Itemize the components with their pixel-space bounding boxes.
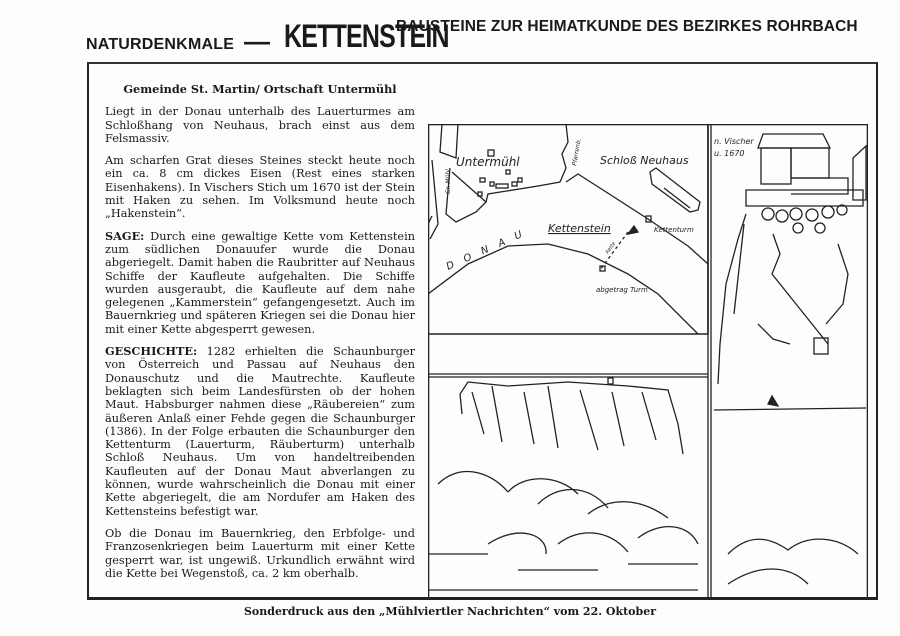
map-label-pfarrer: Pfarrenb. xyxy=(571,137,583,167)
paragraph-sage xyxy=(105,230,415,336)
map-label-kette: Kette xyxy=(604,240,618,256)
illustration xyxy=(428,124,868,600)
engraving-panel xyxy=(708,124,866,600)
kettenstein-scene xyxy=(428,374,858,590)
series-label: NATURDENKMALE xyxy=(86,36,235,53)
engraving-caption-2: u. 1670 xyxy=(714,149,745,158)
paragraph-eisen: Am scharfen Grat dieses Steines steckt heute noch ein ca. 8 cm dickes Eisen (Rest eines starken Eisenhakens). In Vischers Stich um 1670 ist der Stein mit Haken zu sehen. Im Volksmund heute noch „Hakenstein“. xyxy=(105,154,415,221)
sage-text: Durch eine gewaltige Kette vom Kettenstein zum südlichen Donauufer wurde die Donau abgeriegelt. Damit haben die Raubritter auf Neuhaus Schiffe der Kaufleute aufgehalten. Die Schiffe wurden ausgeraubt, die Kaufleute auf dem nahe gelegenen „Kammerstein“ gefangengesetzt. Auch im Bauernkrieg und späteren Kriegen sei die Donau hier mit einer Kette abgesperrt gewesen. xyxy=(105,229,415,336)
page-title: KETTENSTEIN xyxy=(284,18,449,54)
page-header xyxy=(84,12,884,62)
geschichte-label: GESCHICHTE: xyxy=(105,344,198,359)
map-label-schloss-neuhaus: Schloß Neuhaus xyxy=(600,154,689,167)
map-label-gr-muehl: Gr. Mühl xyxy=(445,169,452,194)
map-label-donau: D O N A U xyxy=(444,227,528,273)
map-label-abgetrag-turm: abgetrag Turm xyxy=(596,286,648,294)
map-label-untermuehl: Untermühl xyxy=(456,155,520,169)
engraving-caption-1: n. Vischer xyxy=(714,137,754,146)
map-label-kettenstein: Kettenstein xyxy=(548,222,611,235)
header-subtitle: BAUSTEINE ZUR HEIMATKUNDE DES BEZIRKES ROHRBACH xyxy=(396,18,858,35)
paragraph-geschichte xyxy=(105,345,415,518)
article-text xyxy=(105,83,415,589)
map-label-kettenturm: Kettenturm xyxy=(654,226,694,234)
geschichte-text: 1282 erhielten die Schaunburger von Österreich und Passau auf Neuhaus den Donauschutz und die Mautrechte. Kaufleute beklagten sich beim Landesfürsten ob der hohen Maut. Habsburger nahmen diese „Räubereien“ zum äußeren Anlaß einer Fehde gegen die Schaunburger (1386). In der Folge erbauten die Schaunburger den Kettenturm (Lauerturm, Räuberturm) unterhalb Schloß Neuhaus. Um von handeltreibenden Kaufleuten auf der Donau Maut abverlangen zu können, wurde wahrscheinlich die Donau mit einer Kette abgeriegelt, die am Nordufer am Haken des Kettensteins befestigt war. xyxy=(105,345,415,518)
header-dash: — xyxy=(244,26,270,56)
paragraph-conclusion: Ob die Donau im Bauernkrieg, den Erbfolge- und Franzosenkriegen beim Lauerturm mit einer Kette gesperrt war, ist ungewiß. Urkundlich erwähnt wird die Kette bei Wegenstoß, ca. 2 km oberhalb. xyxy=(105,526,415,580)
illustration-border xyxy=(429,125,868,600)
article-subheading: Gemeinde St. Martin/ Ortschaft Untermühl xyxy=(123,82,397,96)
footer-note: Sonderdruck aus den „Mühlviertler Nachrichten“ vom 22. Oktober xyxy=(243,605,657,618)
sage-label: SAGE: xyxy=(105,228,145,243)
paragraph-intro: Liegt in der Donau unterhalb des Lauerturmes am Schloßhang von Neuhaus, brach einst aus dem Felsmassiv. xyxy=(105,105,415,145)
